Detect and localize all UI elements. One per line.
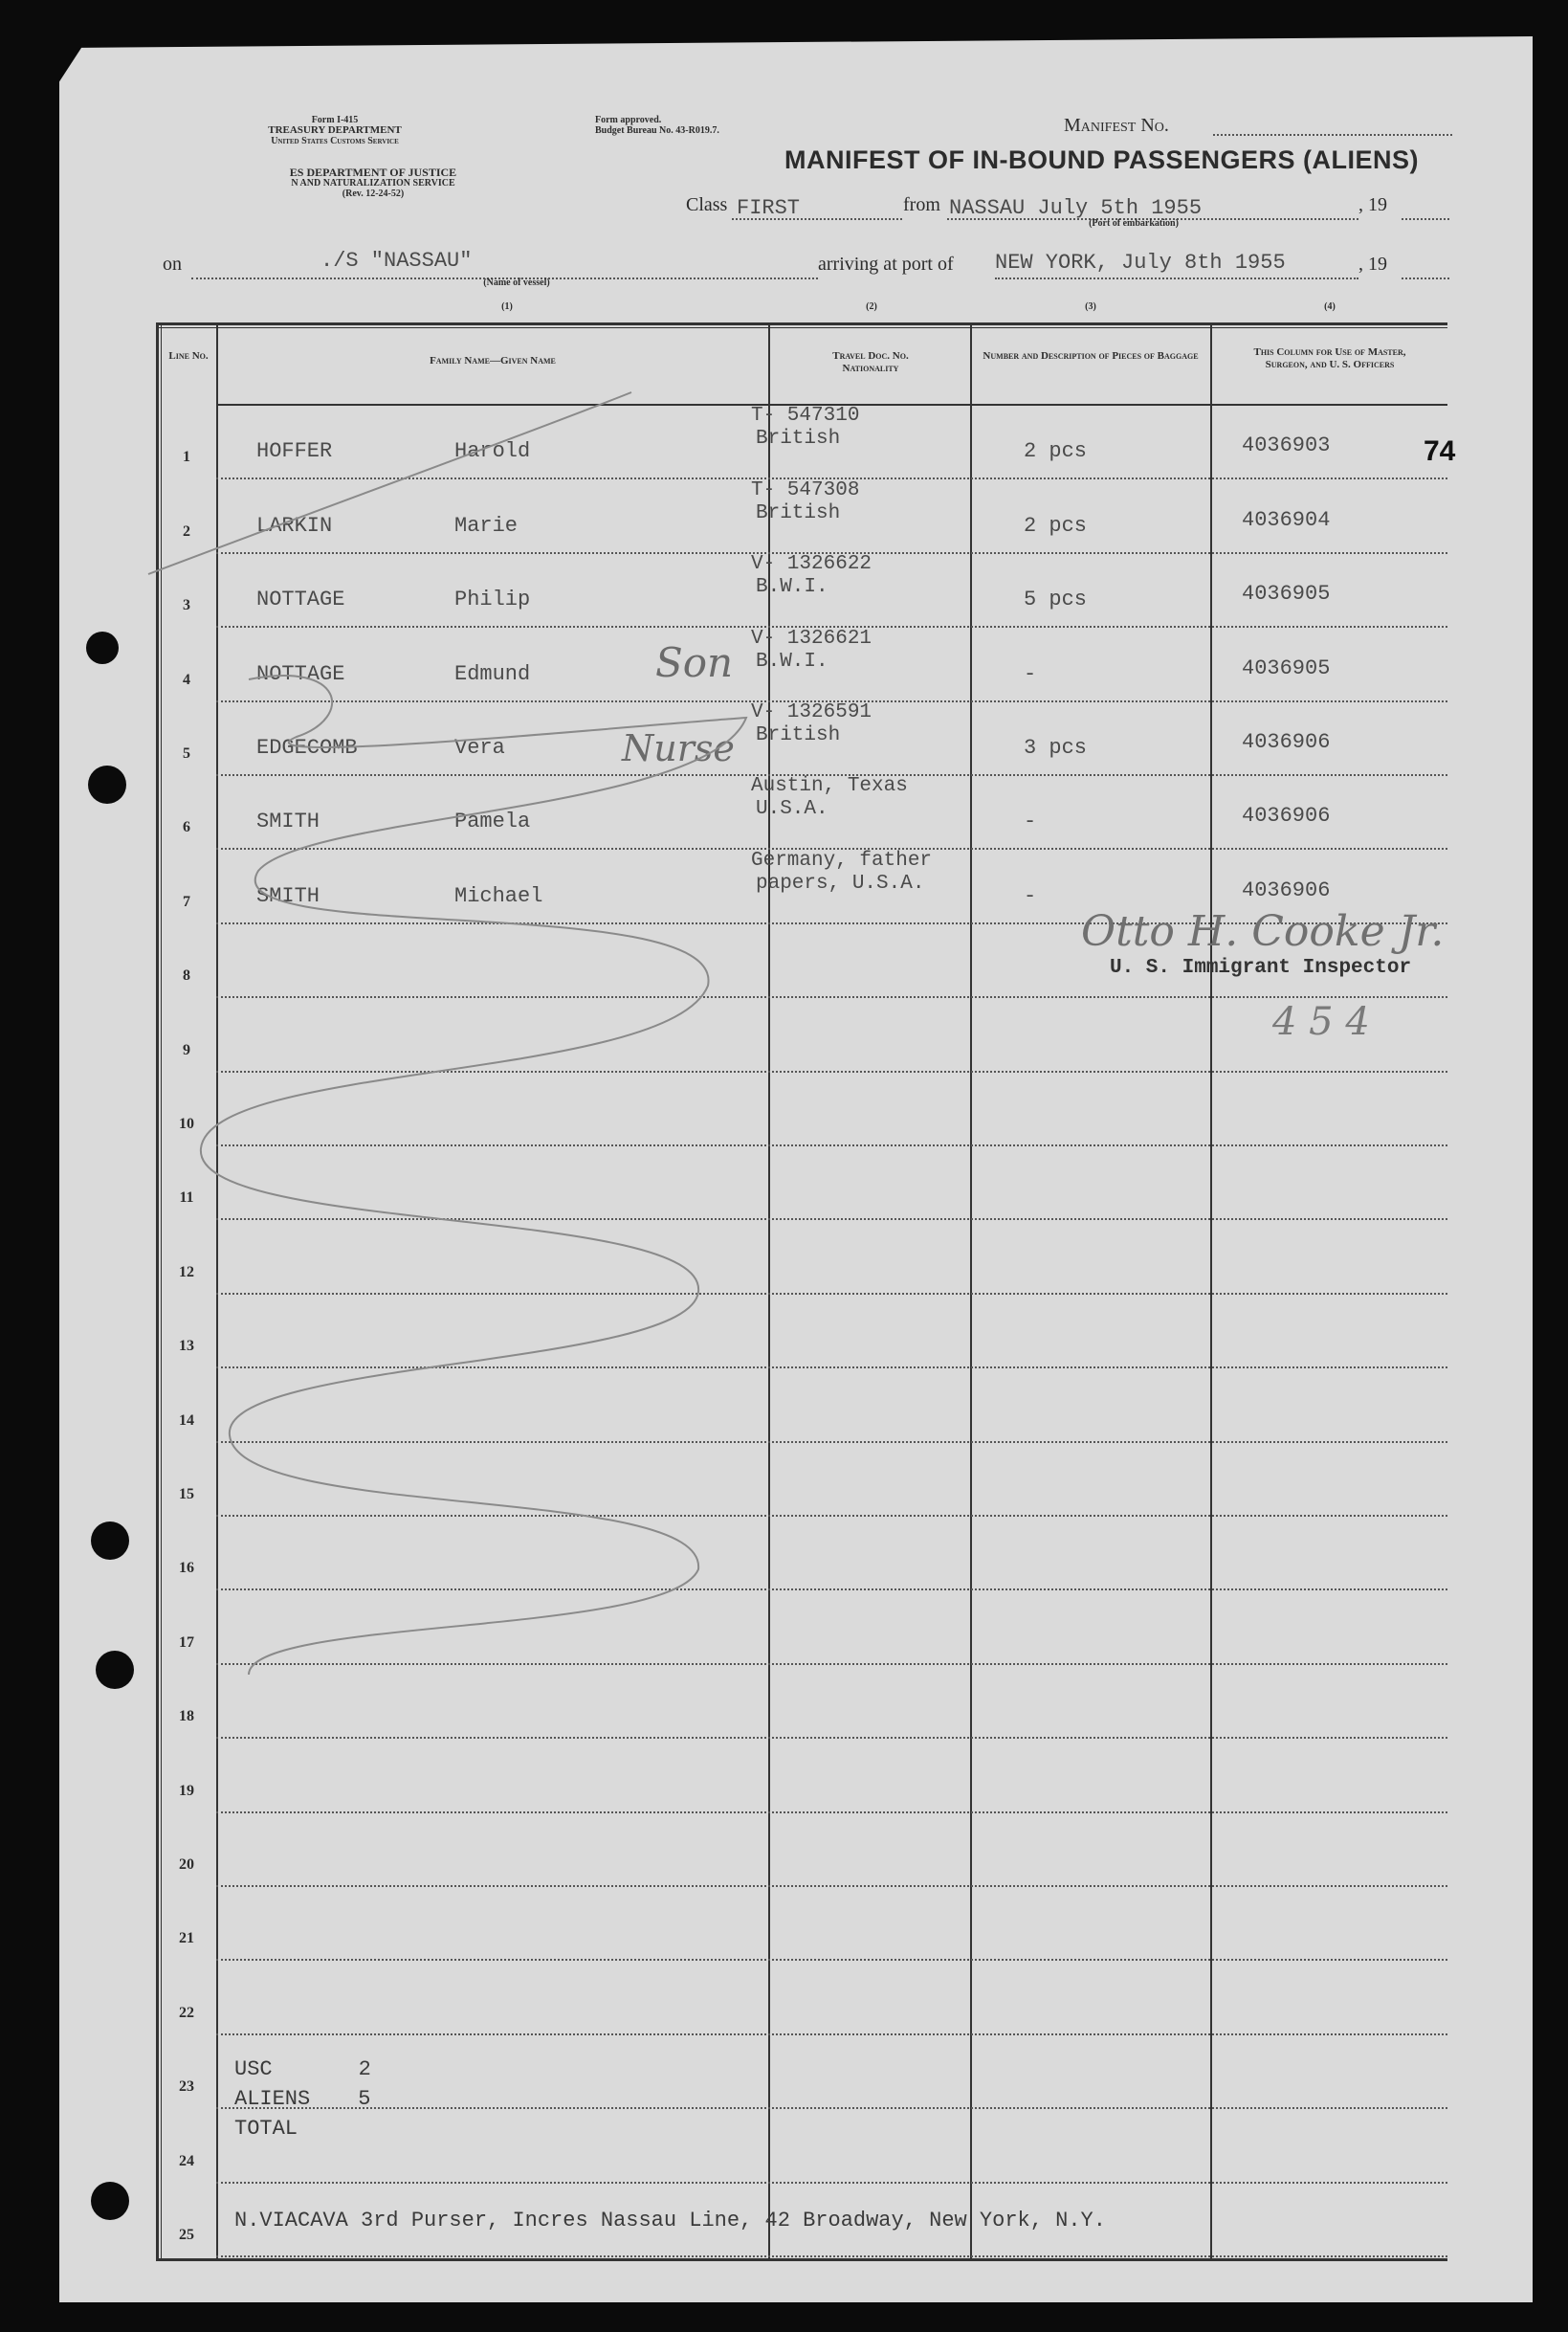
justice-block	[201, 167, 545, 199]
customs-service: United States Customs Service	[271, 136, 399, 146]
column-header-line-no: Line No.	[168, 350, 209, 362]
year-label: , 19	[1358, 194, 1387, 215]
family-name: NOTTAGE	[256, 588, 345, 612]
line-number: 5	[183, 745, 190, 762]
row-rule	[216, 1885, 1447, 1887]
nationality: British	[756, 501, 841, 524]
binder-hole	[86, 632, 119, 664]
form-number: Form I-415	[311, 115, 359, 125]
column-number-2: (2)	[866, 301, 877, 312]
nationality: B.W.I.	[756, 650, 828, 673]
manifest-number-field	[1213, 134, 1452, 136]
travel-doc-number: V- 1326591	[751, 701, 872, 723]
officer-code: 4036906	[1242, 877, 1331, 902]
given-name: Vera	[454, 736, 505, 760]
port-embarkation-caption: (Port of embarkation)	[1089, 218, 1179, 229]
travel-doc-number: V- 1326622	[751, 553, 872, 576]
line-number: 6	[183, 819, 190, 836]
approval-block	[595, 115, 806, 136]
manifest-number-label: Manifest No.	[1064, 115, 1169, 136]
binder-hole	[91, 1521, 129, 1560]
travel-doc-number: V- 1326621	[751, 627, 872, 650]
baggage: 3 pcs	[1024, 736, 1088, 760]
officer-code: 4036905	[1242, 582, 1331, 607]
travel-doc-number: T- 547308	[751, 478, 860, 501]
binder-hole	[91, 2182, 129, 2220]
nationality: papers, U.S.A.	[756, 872, 925, 895]
line-number: 19	[179, 1782, 194, 1799]
line-number: 3	[183, 597, 190, 614]
nationality: British	[756, 724, 841, 746]
line-number: 10	[179, 1116, 194, 1132]
line-number: 24	[179, 2152, 194, 2169]
line-number: 22	[179, 2004, 194, 2021]
arrival-year-label: , 19	[1358, 254, 1387, 275]
column-header-baggage: Number and Description of Pieces of Baggage	[983, 350, 1199, 362]
year-field	[1402, 218, 1449, 220]
usc-value: 2	[358, 2057, 371, 2081]
officer-code: 4036903	[1242, 433, 1331, 458]
vessel-caption: (Name of vessel)	[483, 278, 550, 288]
given-name: Pamela	[454, 810, 531, 834]
form-approved: Form approved.	[595, 115, 662, 125]
given-name: Philip	[454, 588, 531, 612]
family-name: HOFFER	[256, 439, 333, 464]
row-rule	[216, 2255, 1447, 2257]
on-label: on	[163, 254, 182, 275]
from-label: from	[903, 194, 940, 215]
aliens-value: 5	[358, 2087, 371, 2111]
travel-doc-number: Germany, father	[751, 849, 933, 872]
officer-code: 4036905	[1242, 655, 1331, 680]
family-name: SMITH	[256, 883, 320, 908]
officer-code: 4036906	[1242, 804, 1331, 829]
line-number: 21	[179, 1930, 194, 1947]
page-number: 74	[1424, 435, 1456, 467]
arriving-field	[995, 278, 1358, 279]
cancellation-scribble	[134, 316, 804, 1751]
given-name: Harold	[454, 439, 531, 464]
line-number: 18	[179, 1708, 194, 1725]
aliens-label: ALIENS	[234, 2087, 311, 2111]
officer-code: 4036906	[1242, 730, 1331, 754]
class-label: Class	[686, 194, 728, 215]
vessel-value: ./S "NASSAU"	[320, 249, 473, 273]
inspector-initials: 4 5 4	[1272, 1000, 1370, 1044]
line-number: 16	[179, 1560, 194, 1577]
line-number: 9	[183, 1041, 190, 1058]
line-number: 17	[179, 1633, 194, 1651]
row-rule	[216, 2033, 1447, 2035]
line-number: 8	[183, 967, 190, 985]
column-number-1: (1)	[501, 301, 513, 312]
family-name: SMITH	[256, 810, 320, 834]
revision-date: (Rev. 12-24-52)	[342, 189, 405, 199]
purser-line: N.VIACAVA 3rd Purser, Incres Nassau Line, 42 Broadway, New York, N.Y.	[234, 2209, 1106, 2232]
column-header-name: Family Name—Given Name	[430, 355, 556, 366]
row-rule	[216, 1811, 1447, 1813]
given-name: Marie	[454, 513, 519, 538]
column-number-4: (4)	[1324, 301, 1336, 312]
family-name: EDGECOMB	[256, 736, 358, 760]
travel-doc-number: T- 547310	[751, 405, 860, 428]
family-name: NOTTAGE	[256, 661, 345, 686]
arriving-label: arriving at port of	[818, 254, 954, 275]
family-name: LARKIN	[256, 513, 333, 538]
budget-bureau: Budget Bureau No. 43-R019.7.	[595, 125, 719, 136]
line-number: 20	[179, 1856, 194, 1873]
column-header-officers: This Column for Use of Master, Surgeon, and U. S. Officers	[1253, 346, 1406, 370]
nationality: B.W.I.	[756, 576, 828, 599]
column-number-3: (3)	[1085, 301, 1096, 312]
from-value: NASSAU July 5th 1955	[949, 196, 1203, 220]
baggage: 5 pcs	[1024, 588, 1088, 612]
column-header-travel-doc: Travel Doc. No. Nationality	[832, 350, 909, 374]
nurse-note: Nurse	[622, 727, 735, 769]
justice-department: ES DEPARTMENT OF JUSTICE	[289, 166, 457, 179]
line-number: 23	[179, 2078, 194, 2096]
line-number: 15	[179, 1486, 194, 1502]
class-value: FIRST	[737, 196, 801, 220]
arrival-year-field	[1402, 278, 1449, 279]
line-number: 7	[183, 893, 190, 910]
baggage: -	[1024, 661, 1037, 686]
baggage: 2 pcs	[1024, 439, 1088, 464]
row-rule	[216, 2107, 1447, 2109]
line-number: 12	[179, 1263, 194, 1280]
nationality: British	[756, 428, 841, 451]
nationality: U.S.A.	[756, 798, 828, 821]
total-label: TOTAL	[234, 2117, 298, 2141]
binder-hole	[96, 1651, 134, 1689]
travel-doc-number: Austin, Texas	[751, 775, 908, 798]
given-name: Edmund	[454, 661, 531, 686]
line-number: 13	[179, 1338, 194, 1355]
arriving-value: NEW YORK, July 8th 1955	[995, 251, 1286, 275]
inspector-signature: Otto H. Cooke Jr.	[1081, 907, 1445, 956]
line-number: 4	[183, 671, 190, 688]
line-number: 25	[179, 2227, 194, 2243]
son-note: Son	[655, 639, 734, 686]
baggage: -	[1024, 810, 1037, 834]
page-title: MANIFEST OF IN-BOUND PASSENGERS (ALIENS)	[784, 145, 1420, 174]
given-name: Michael	[454, 883, 543, 908]
binder-hole	[88, 766, 126, 804]
line-number: 11	[179, 1189, 194, 1207]
row-rule	[216, 1959, 1447, 1961]
naturalization-service: N AND NATURALIZATION SERVICE	[291, 178, 455, 189]
line-number: 14	[179, 1411, 194, 1429]
usc-label: USC	[234, 2057, 273, 2081]
baggage: -	[1024, 883, 1037, 908]
row-rule	[216, 2182, 1447, 2184]
baggage: 2 pcs	[1024, 513, 1088, 538]
line-number: 1	[183, 449, 190, 466]
treasury-department: TREASURY DEPARTMENT	[268, 124, 402, 136]
totals-block	[234, 2054, 371, 2143]
inspector-title: U. S. Immigrant Inspector	[1110, 957, 1412, 979]
line-number: 2	[183, 522, 190, 540]
form-header-left	[220, 115, 450, 146]
officer-code: 4036904	[1242, 507, 1331, 532]
